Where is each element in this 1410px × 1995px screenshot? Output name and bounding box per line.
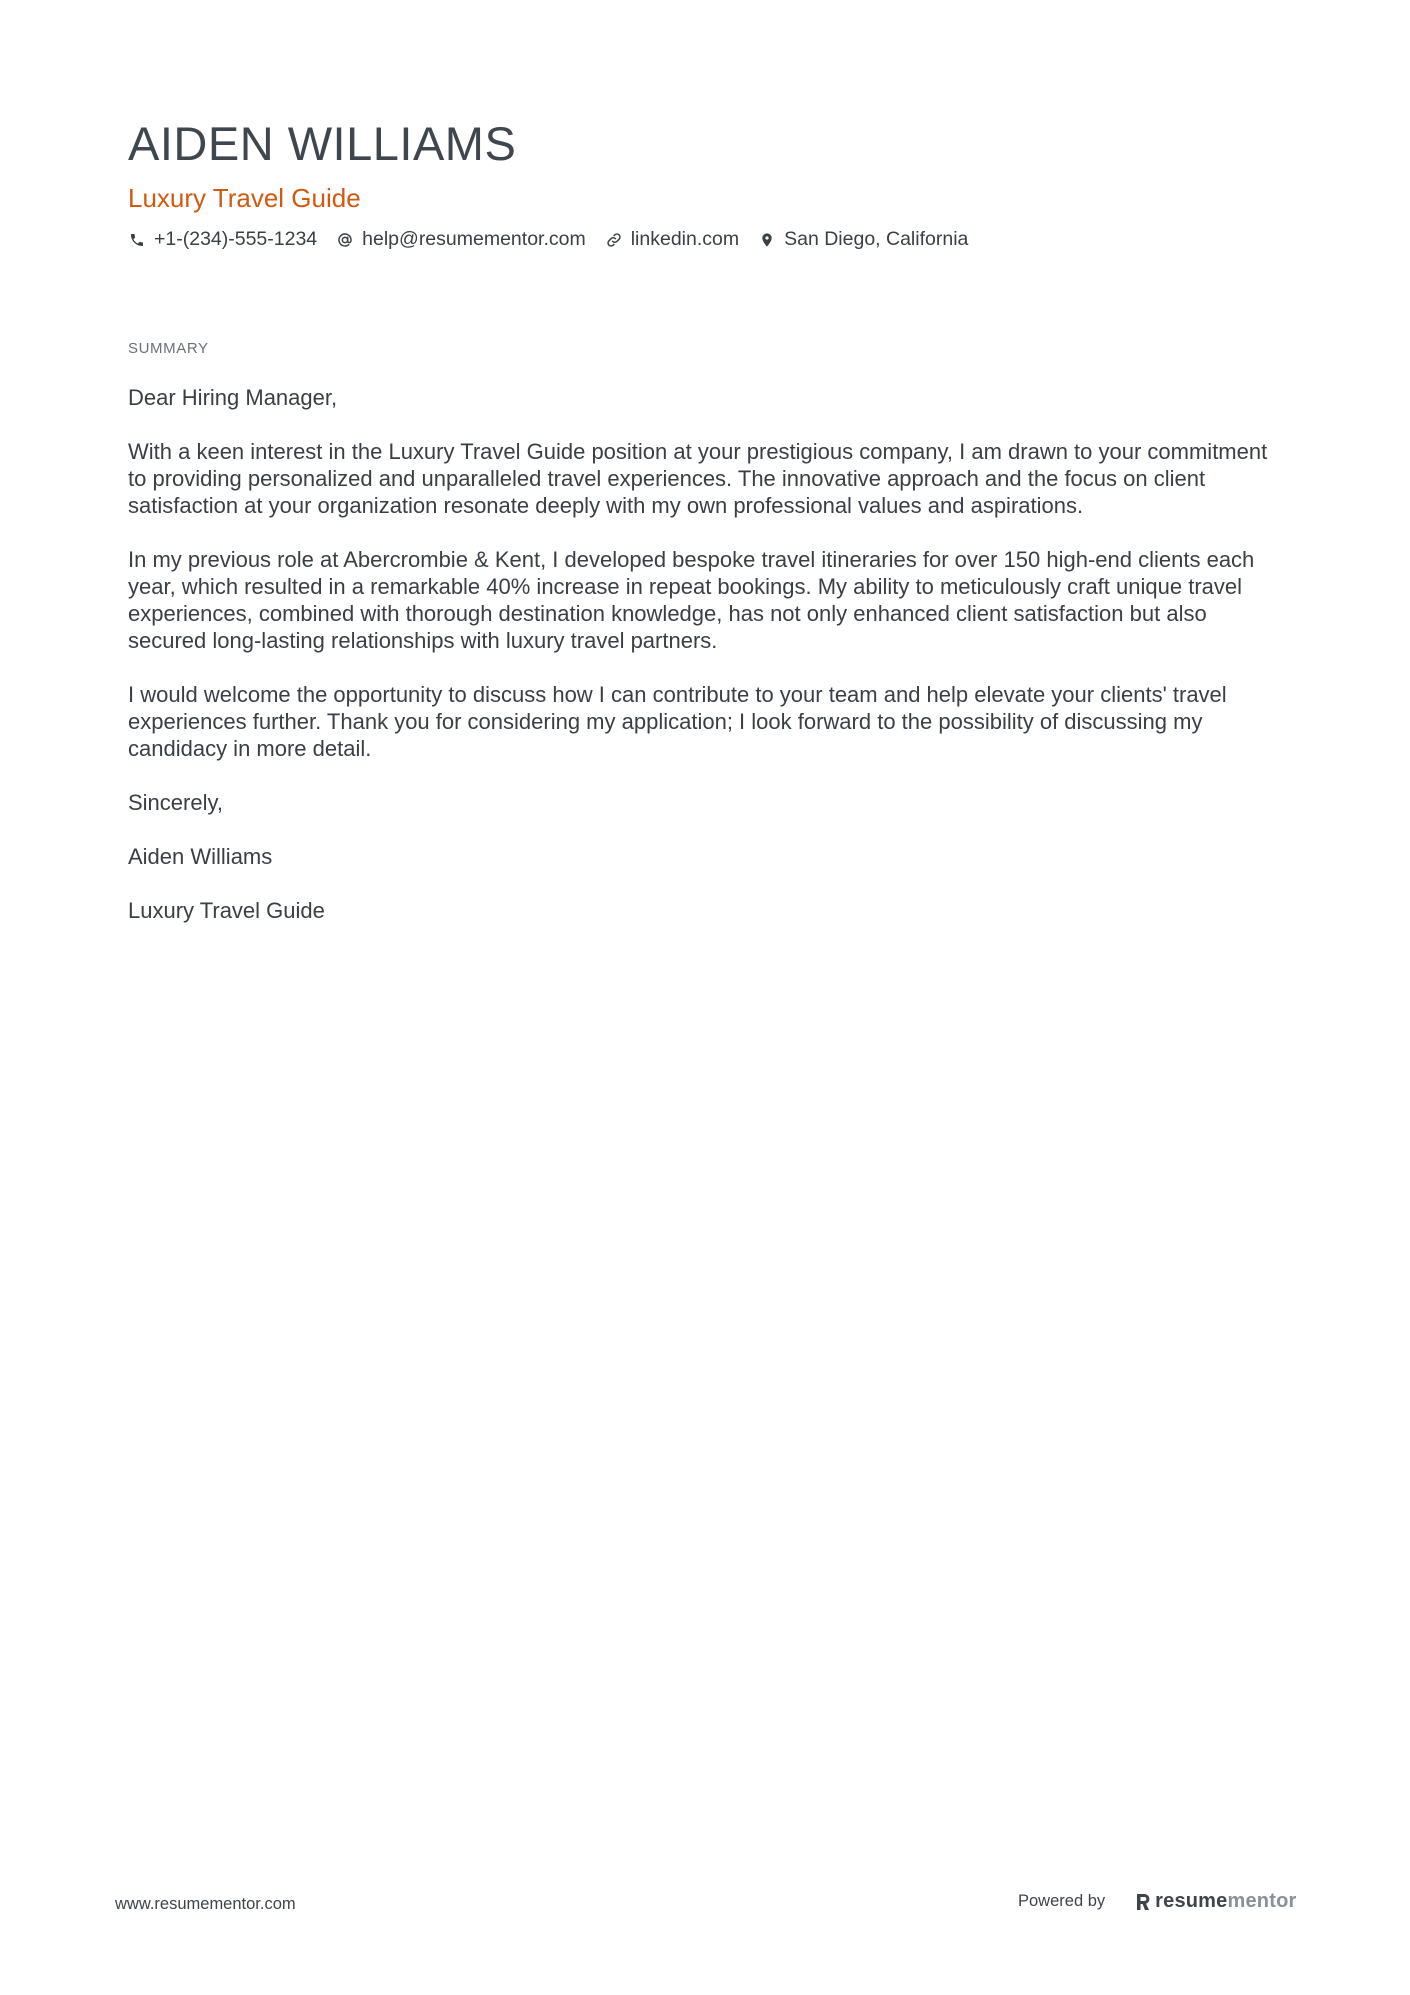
section-heading-summary: SUMMARY [128, 340, 209, 357]
letter-paragraph: With a keen interest in the Luxury Travel Guide position at your prestigious company, I am drawn to your commitment to providing personalized and unparalleled travel experiences. The innovative approach and the focus on client satisfaction at your organization resonate deeply with my own professional values and aspirations. [128, 439, 1268, 518]
brand-name-part1: resume [1155, 1890, 1228, 1912]
candidate-title: Luxury Travel Guide [128, 183, 361, 213]
contact-phone [128, 228, 317, 251]
footer-branding [1018, 1890, 1296, 1913]
brand-logo[interactable] [1135, 1890, 1296, 1913]
contact-bar [128, 228, 987, 251]
powered-by-text: Powered by [1018, 1892, 1106, 1910]
at-sign-icon [336, 231, 354, 249]
candidate-name: AIDEN WILLIAMS [128, 117, 517, 170]
letter-greeting: Dear Hiring Manager, [128, 385, 338, 410]
phone-icon [128, 231, 146, 249]
brand-name-part2: mentor [1227, 1890, 1297, 1912]
link-text: linkedin.com [630, 228, 740, 250]
signature-title: Luxury Travel Guide [128, 898, 325, 923]
location-text: San Diego, California [784, 228, 969, 250]
phone-text: +1-(234)-555-1234 [154, 228, 318, 250]
contact-link[interactable] [605, 228, 739, 251]
contact-location [758, 228, 968, 251]
footer-website[interactable]: www.resumementor.com [115, 1895, 296, 1913]
signature-name: Aiden Williams [128, 844, 273, 869]
letter-paragraph: I would welcome the opportunity to discuss how I can contribute to your team and help elevate your clients' travel experiences further. Thank you for considering my application; I look forward to the possibility of discussing my candidacy in more detail. [128, 682, 1227, 761]
letter-body [128, 384, 1288, 951]
email-text: help@resumementor.com [362, 228, 586, 250]
contact-email[interactable] [336, 228, 586, 251]
link-icon [605, 231, 623, 249]
letter-paragraph: In my previous role at Abercrombie & Kent, I developed bespoke travel itineraries for over 150 high-end clients each year, which resulted in a remarkable 40% increase in repeat bookings. My ability to meticulously craft unique travel experiences, combined with thorough destination knowledge, has not only enhanced client satisfaction but also secured long-lasting relationships with luxury travel partners. [128, 547, 1255, 653]
resumementor-logo-icon [1135, 1892, 1151, 1912]
letter-closing: Sincerely, [128, 790, 223, 815]
location-pin-icon [758, 231, 776, 249]
